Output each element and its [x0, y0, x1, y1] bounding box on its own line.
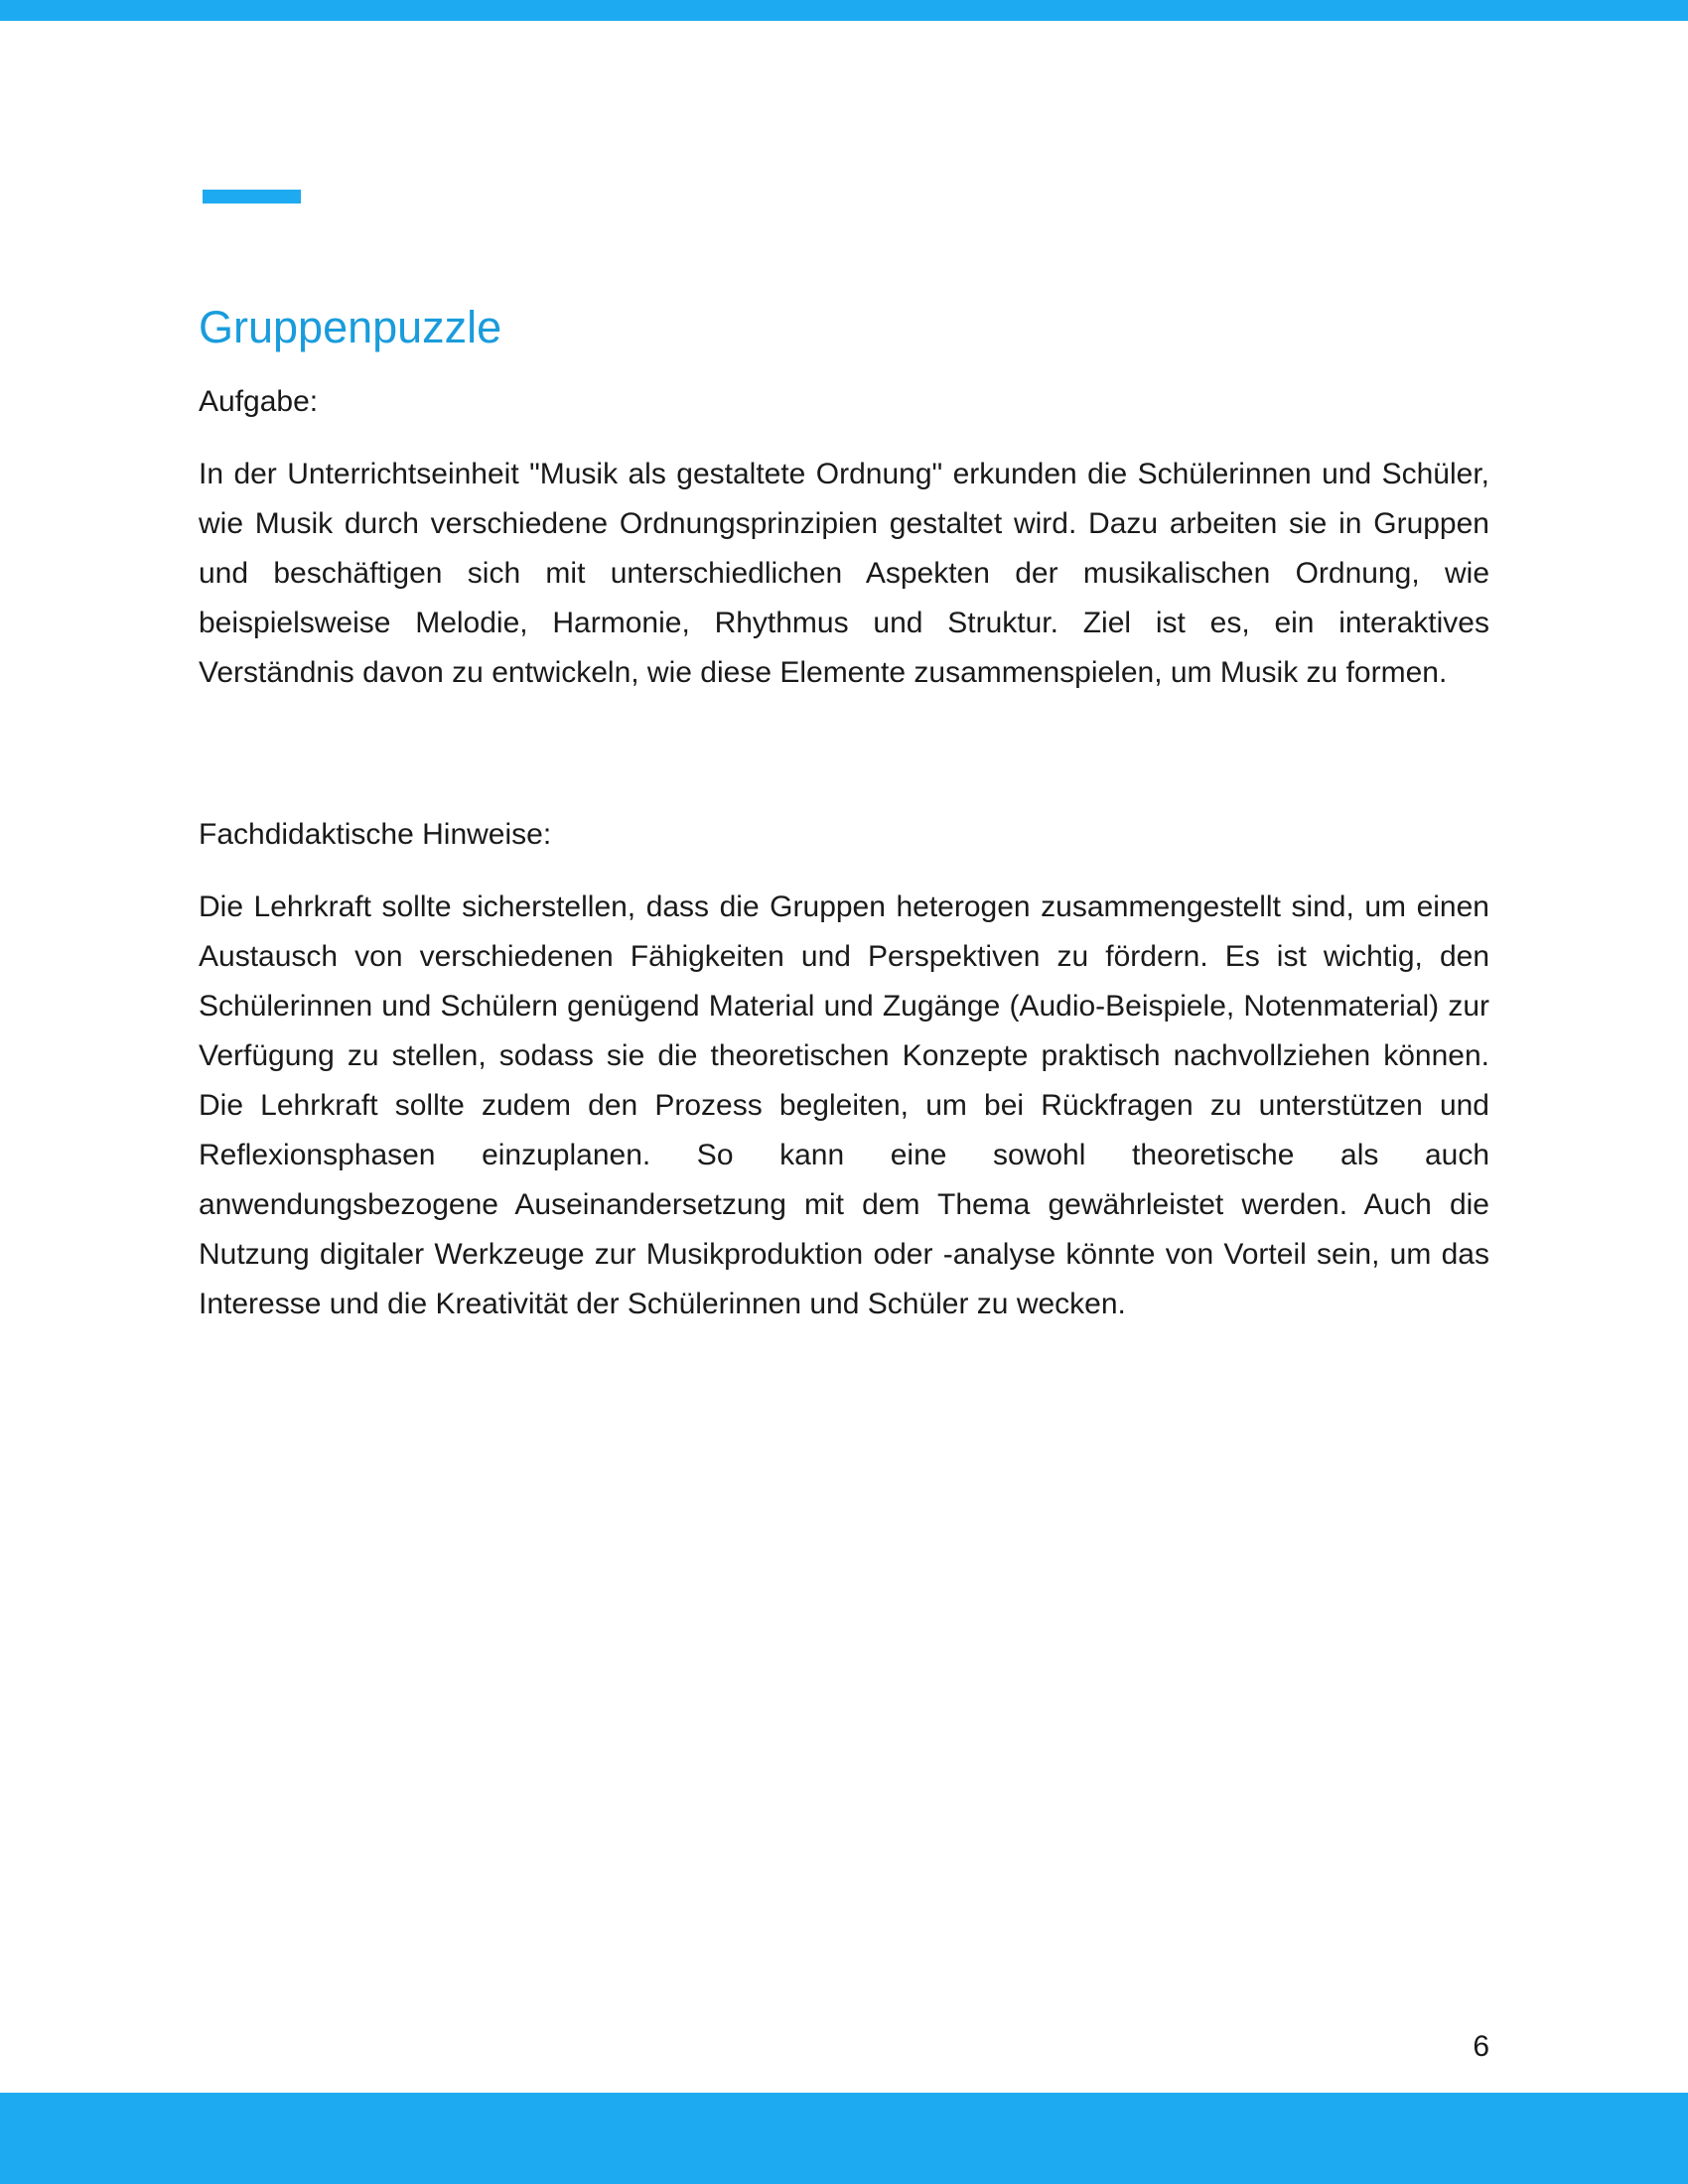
top-accent-band [0, 0, 1688, 21]
page-title: Gruppenpuzzle [199, 302, 502, 352]
section-label-aufgabe: Aufgabe: [199, 385, 319, 418]
section-body-hinweise: Die Lehrkraft sollte sicherstellen, dass die Gruppen heterogen zusammengestellt sind, um einen Austausch von verschiedenen Fähigkeiten und Perspektiven zu fördern. Es ist wichtig, den Schülerinnen und Schülern genügend Material und Zugänge (Audio-Beispiele, Notenmaterial) zur Verfügung zu stellen, sodass sie die theoretischen Konzepte praktisch nachvollziehen können. Die Lehrkraft sollte zudem den Prozess begleiten, um bei Rückfragen zu unterstützen und Reflexionsphasen einzuplanen. So kann eine sowohl theoretische als auch anwendungsbezogene Auseinandersetzung mit dem Thema gewährleistet werden. Auch die Nutzung digitaler Werkzeuge zur Musikproduktion oder -analyse könnte von Vorteil sein, um das Interesse und die Kreativität der Schülerinnen und Schüler zu wecken. [199, 890, 1489, 1320]
bottom-accent-band [0, 2093, 1688, 2184]
section-body-aufgabe: In der Unterrichtseinheit "Musik als gestaltete Ordnung" erkunden die Schülerinnen und Schüler, wie Musik durch verschiedene Ordnungsprinzipien gestaltet wird. Dazu arbeiten sie in Gruppen und beschäftigen sich mit unterschiedlichen Aspekten der musikalischen Ordnung, wie beispielsweise Melodie, Harmonie, Rhythmus und Struktur. Ziel ist es, ein interaktives Verständnis davon zu entwickeln, wie diese Elemente zusammenspielen, um Musik zu formen. [199, 458, 1489, 689]
page-number: 6 [1473, 2030, 1489, 2063]
title-accent-bar [203, 190, 301, 204]
page-content [199, 298, 1489, 1329]
section-label-hinweise: Fachdidaktische Hinweise: [199, 818, 552, 851]
